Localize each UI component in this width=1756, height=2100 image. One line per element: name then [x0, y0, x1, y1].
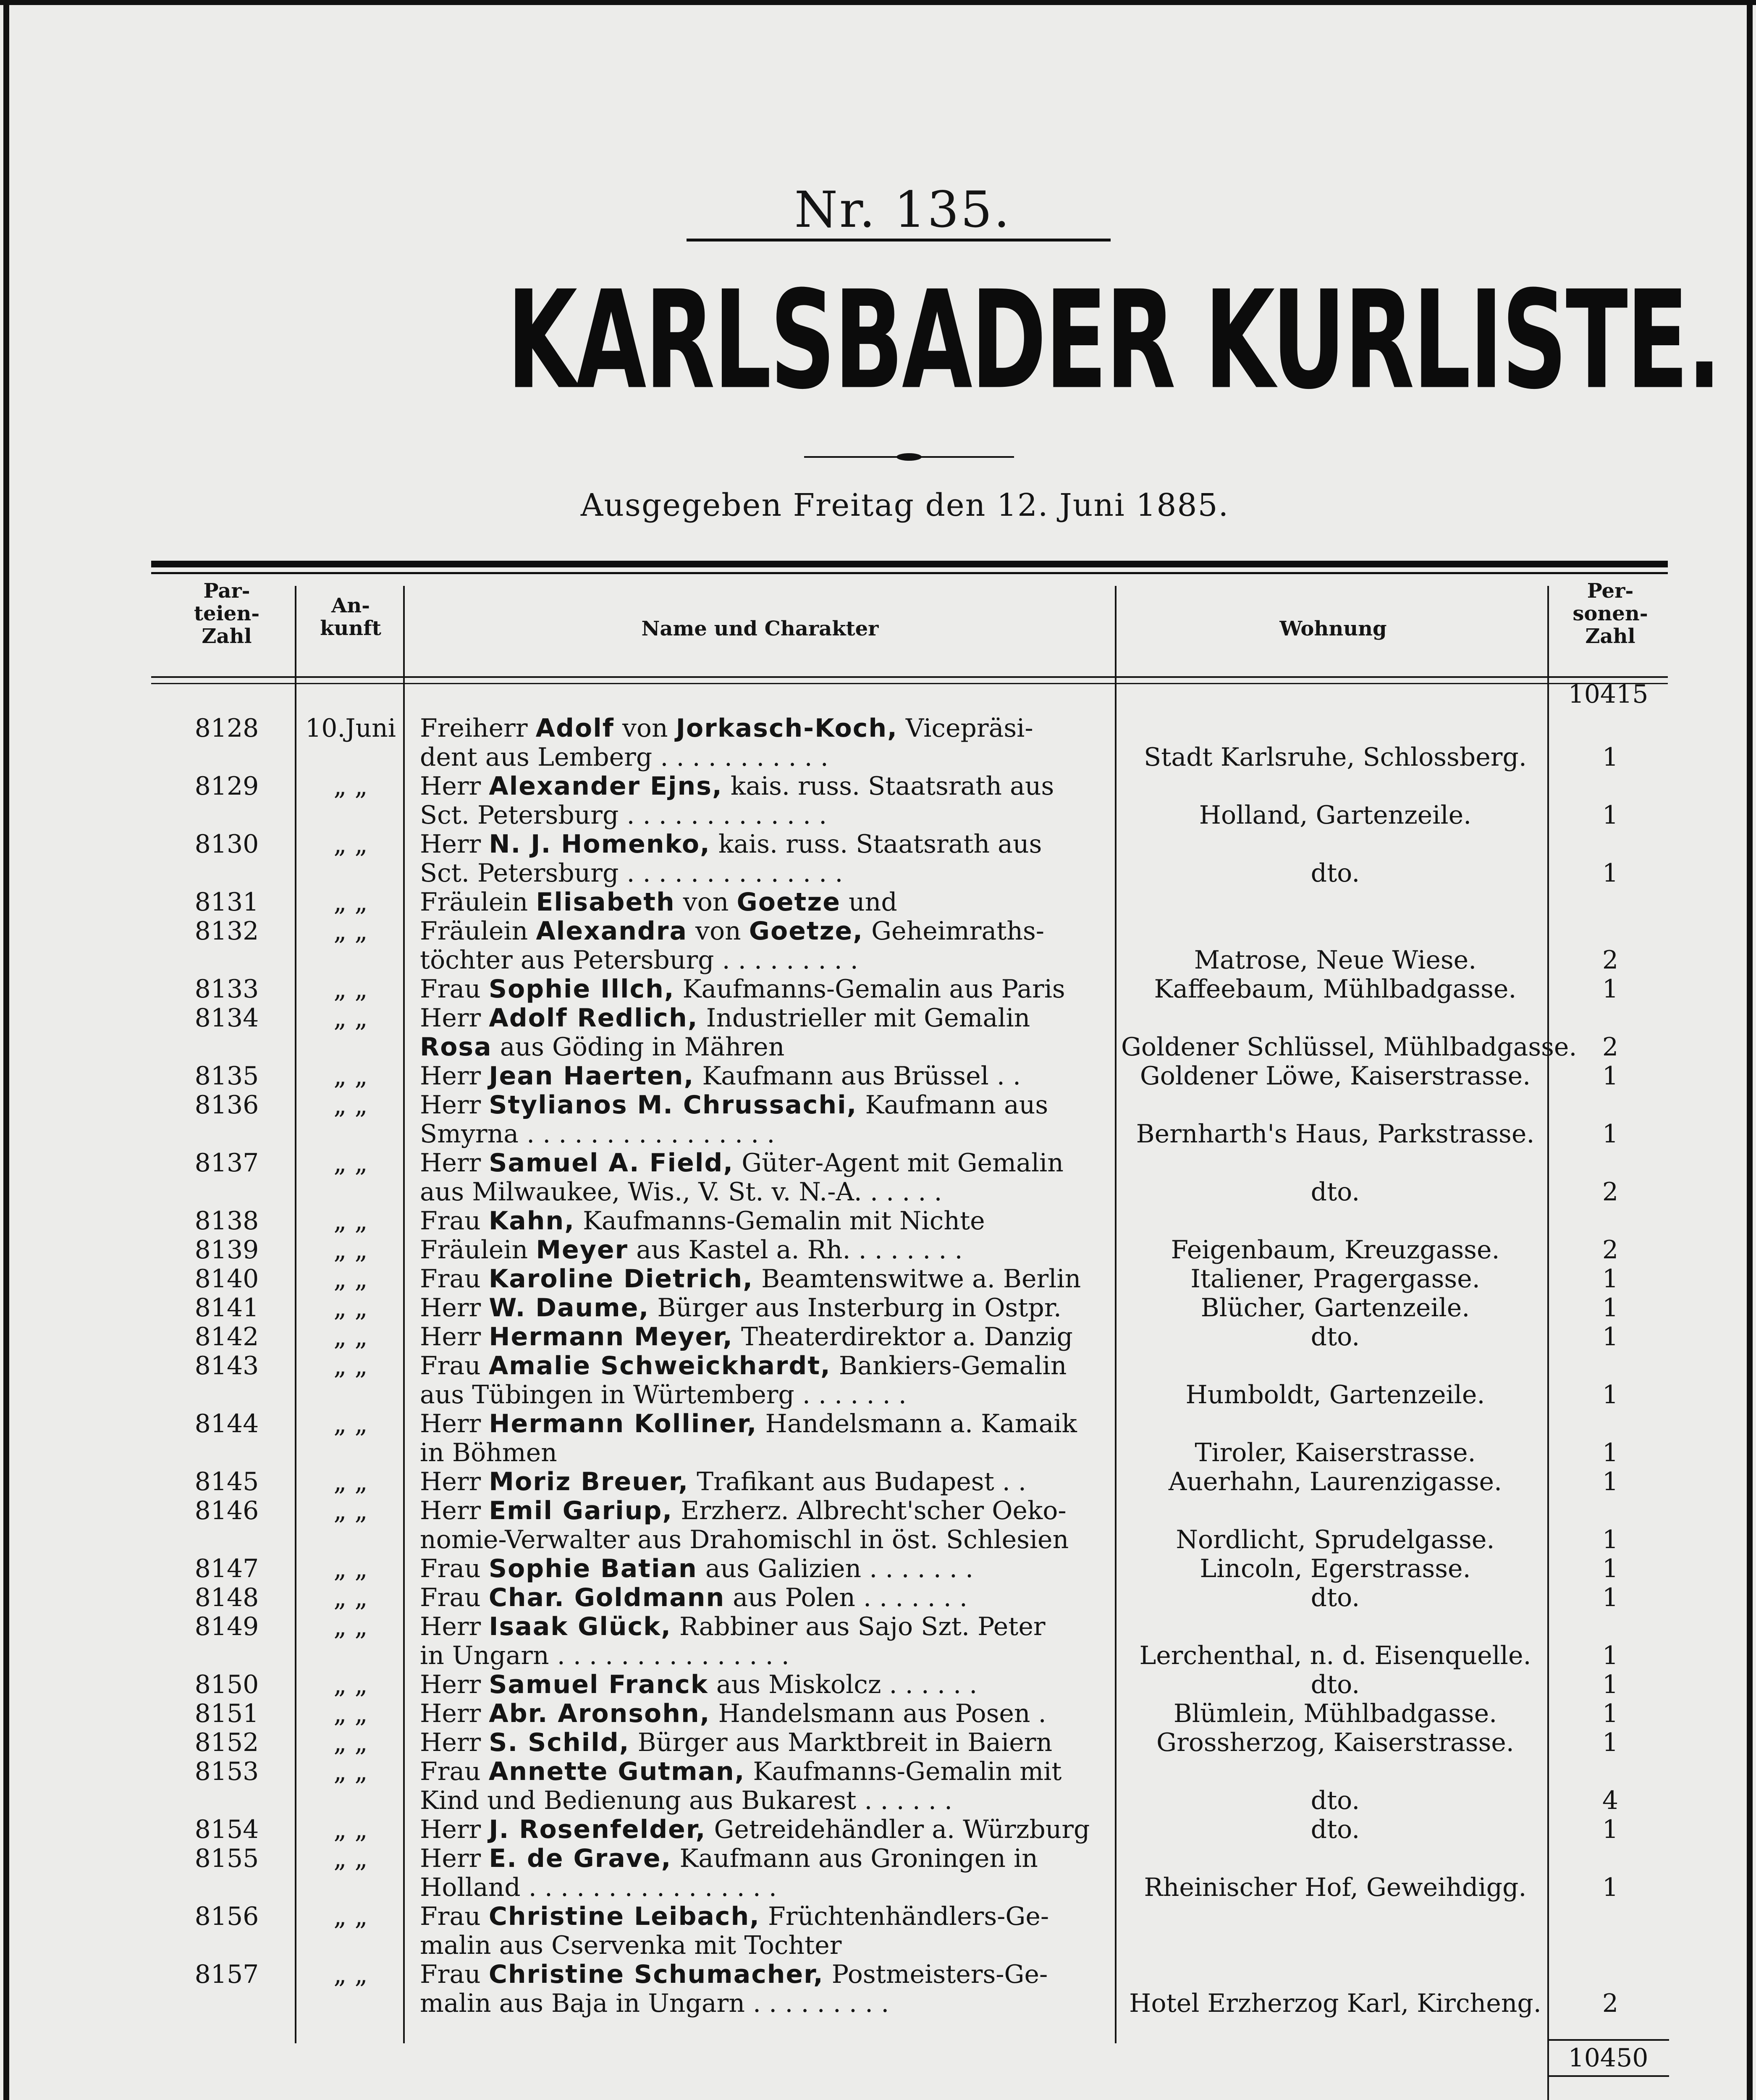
residence: Lerchenthal, n. d. Eisenquelle. — [1139, 1641, 1531, 1670]
party-number: 8152 — [194, 1728, 259, 1757]
table-row — [25, 1844, 1731, 1902]
arrival-date: „ „ — [333, 1235, 368, 1265]
name-line: Herr Abr. Aronsohn, Handelsmann aus Posen . — [420, 1699, 1046, 1728]
arrival-date: „ „ — [333, 1583, 368, 1612]
residence: Grossherzog, Kaiserstrasse. — [1156, 1728, 1514, 1757]
guest-name: Samuel Franck — [489, 1670, 708, 1699]
table-row — [25, 1728, 1731, 1757]
name-line: Fräulein Elisabeth von Goetze und — [420, 887, 897, 917]
arrival-date: „ „ — [333, 1264, 368, 1294]
arrival-date: „ „ — [333, 1351, 368, 1381]
table-row — [25, 1265, 1731, 1294]
person-count: 1 — [1602, 1699, 1619, 1728]
arrival-date: „ „ — [333, 1322, 368, 1352]
guest-name: Hermann Kolliner, — [489, 1409, 757, 1438]
guest-name: Samuel A. Field, — [489, 1148, 734, 1178]
table-row — [25, 917, 1731, 975]
party-number: 8131 — [194, 887, 259, 917]
page-border-left — [3, 0, 9, 2100]
guest-name: Goetze, — [749, 916, 864, 946]
name-line: Frau Karoline Dietrich, Beamtenswitwe a. Berlin — [420, 1264, 1081, 1294]
residence: Hotel Erzherzog Karl, Kircheng. — [1129, 1989, 1541, 2018]
table-row — [25, 772, 1731, 830]
arrival-date: „ „ — [333, 1728, 368, 1757]
header-name: Name und Charakter — [641, 617, 879, 640]
name-line: Herr Adolf Redlich, Industrieller mit Gemalin — [420, 1003, 1030, 1033]
residence: Matrose, Neue Wiese. — [1194, 945, 1477, 975]
header-ankunft-line2: kunft — [320, 617, 381, 640]
guest-name: Christine Leibach, — [488, 1902, 760, 1931]
table-row — [25, 1207, 1731, 1236]
residence: Goldener Löwe, Kaiserstrasse. — [1140, 1061, 1531, 1091]
guest-name: Hermann Meyer, — [489, 1322, 733, 1352]
guest-name: Goetze — [736, 887, 841, 917]
ornament-divider — [804, 449, 1014, 465]
name-line: Herr Jean Haerten, Kaufmann aus Brüssel . . — [420, 1061, 1021, 1091]
issue-date: Ausgegeben Freitag den 12. Juni 1885. — [580, 487, 1229, 523]
guest-name: Stylianos M. Chrussachi, — [489, 1090, 857, 1120]
residence: dto. — [1310, 1815, 1360, 1844]
header-parteien-line1: Par- — [203, 579, 250, 603]
party-number: 8132 — [194, 916, 259, 946]
issue-rule — [687, 239, 1111, 242]
party-number: 8156 — [194, 1902, 259, 1931]
arrival-date: „ „ — [333, 1148, 368, 1178]
residence: Blümlein, Mühlbadgasse. — [1173, 1699, 1497, 1728]
guest-name: Isaak Glück, — [489, 1612, 671, 1641]
name-line: Frau Char. Goldmann aus Polen . . . . . . . — [420, 1583, 967, 1612]
guest-name: Adolf Redlich, — [489, 1003, 698, 1033]
party-number: 8154 — [194, 1815, 259, 1844]
guest-name: S. Schild, — [489, 1728, 630, 1757]
person-count: 2 — [1602, 1177, 1619, 1207]
party-number: 8133 — [194, 974, 259, 1004]
table-row — [25, 1294, 1731, 1323]
party-number: 8145 — [194, 1467, 259, 1496]
person-count: 1 — [1602, 1873, 1619, 1902]
guest-name: Abr. Aronsohn, — [489, 1699, 710, 1728]
residence: Rheinischer Hof, Geweihdigg. — [1144, 1873, 1527, 1902]
arrival-date: „ „ — [333, 1612, 368, 1641]
person-count: 2 — [1602, 1235, 1619, 1265]
name-line: malin aus Cservenka mit Tochter — [420, 1931, 842, 1960]
guest-name: Alexander Ejns, — [489, 772, 723, 801]
residence: Blücher, Gartenzeile. — [1200, 1293, 1470, 1323]
name-line: Herr Samuel Franck aus Miskolcz . . . . . . — [420, 1670, 978, 1699]
person-count: 2 — [1602, 1989, 1619, 2018]
residence: Tiroler, Kaiserstrasse. — [1195, 1438, 1476, 1467]
party-number: 8144 — [194, 1409, 259, 1438]
name-line: Fräulein Alexandra von Goetze, Geheimraths- — [420, 916, 1045, 946]
table-row — [25, 1496, 1731, 1554]
residence: Nordlicht, Sprudelgasse. — [1176, 1525, 1495, 1554]
guest-name: Elisabeth — [536, 887, 675, 917]
arrival-date: „ „ — [333, 830, 368, 859]
person-count: 1 — [1602, 1264, 1619, 1294]
table-row — [25, 1004, 1731, 1062]
name-line: Holland . . . . . . . . . . . . . . . . — [420, 1873, 777, 1902]
arrival-date: „ „ — [333, 1003, 368, 1033]
arrival-date: „ „ — [333, 974, 368, 1004]
party-number: 8147 — [194, 1554, 259, 1583]
party-number: 8140 — [194, 1264, 259, 1294]
guest-name: Moriz Breuer, — [489, 1467, 689, 1496]
name-line: nomie-Verwalter aus Drahomischl in öst. Schlesien — [420, 1525, 1069, 1554]
name-line: Frau Sophie Illch, Kaufmanns-Gemalin aus Paris — [420, 974, 1065, 1004]
carry-over-total: 10415 — [1568, 680, 1649, 709]
arrival-date: „ „ — [333, 772, 368, 801]
guest-name: E. de Grave, — [489, 1844, 672, 1873]
table-row — [25, 1091, 1731, 1149]
guest-name: Alexandra — [536, 916, 687, 946]
final-total: 10450 — [1547, 2039, 1669, 2077]
arrival-date: „ „ — [333, 1496, 368, 1525]
name-line: aus Milwaukee, Wis., V. St. v. N.-A. . . . . . — [420, 1177, 942, 1207]
name-line: Frau Christine Leibach, Früchtenhändlers-Ge- — [420, 1902, 1049, 1931]
table-top-rule — [151, 561, 1668, 567]
name-line: Herr Moriz Breuer, Trafikant aus Budapest . . — [420, 1467, 1026, 1496]
arrival-date: „ „ — [333, 916, 368, 946]
residence: dto. — [1310, 1322, 1360, 1352]
person-count: 1 — [1602, 1728, 1619, 1757]
header-wohnung: Wohnung — [1279, 617, 1387, 640]
guest-name: W. Daume, — [489, 1293, 650, 1323]
person-count: 1 — [1602, 1119, 1619, 1149]
guest-name: Sophie Illch, — [488, 974, 675, 1004]
header-personen-line1: Per- — [1587, 579, 1634, 603]
arrival-date: „ „ — [333, 1757, 368, 1786]
table-row — [25, 714, 1731, 772]
residence: dto. — [1310, 1670, 1360, 1699]
table-row — [25, 1236, 1731, 1265]
name-line: Herr Isaak Glück, Rabbiner aus Sajo Szt. Peter — [420, 1612, 1046, 1641]
guest-name: Karoline Dietrich, — [488, 1264, 754, 1294]
person-count: 2 — [1602, 945, 1619, 975]
name-line: Frau Christine Schumacher, Postmeisters-Ge- — [420, 1960, 1048, 1989]
header-personen-line3: Zahl — [1585, 625, 1635, 648]
name-line: Herr S. Schild, Bürger aus Marktbreit in Baiern — [420, 1728, 1053, 1757]
party-number: 8139 — [194, 1235, 259, 1265]
party-number: 8135 — [194, 1061, 259, 1091]
party-number: 8134 — [194, 1003, 259, 1033]
table-row — [25, 1757, 1731, 1815]
arrival-date: „ „ — [333, 1554, 368, 1583]
residence: dto. — [1310, 1786, 1360, 1815]
name-line: malin aus Baja in Ungarn . . . . . . . . . — [420, 1989, 889, 2018]
table-row — [25, 1323, 1731, 1352]
guest-name: Emil Gariup, — [489, 1496, 673, 1525]
header-personen-line2: sonen- — [1573, 602, 1648, 625]
table-row — [25, 1410, 1731, 1467]
party-number: 8151 — [194, 1699, 259, 1728]
arrival-date: „ „ — [333, 1090, 368, 1120]
person-count: 1 — [1602, 1641, 1619, 1670]
guest-name: Jean Haerten, — [489, 1061, 695, 1091]
arrival-date: „ „ — [333, 1293, 368, 1323]
residence: Lincoln, Egerstrasse. — [1200, 1554, 1471, 1583]
party-number: 8149 — [194, 1612, 259, 1641]
name-line: aus Tübingen in Würtemberg . . . . . . . — [420, 1380, 907, 1410]
header-parteien-line3: Zahl — [202, 625, 252, 648]
issue-number: Nr. 135. — [794, 181, 1012, 239]
name-line: Frau Amalie Schweickhardt, Bankiers-Gemalin — [420, 1351, 1067, 1381]
arrival-date: „ „ — [333, 887, 368, 917]
party-number: 8155 — [194, 1844, 259, 1873]
name-line: Sct. Petersburg . . . . . . . . . . . . . . — [420, 858, 843, 888]
guest-name: N. J. Homenko, — [489, 830, 710, 859]
name-line: töchter aus Petersburg . . . . . . . . . — [420, 945, 858, 975]
table-row — [25, 1467, 1731, 1496]
name-line: Fräulein Meyer aus Kastel a. Rh. . . . . . . . — [420, 1235, 963, 1265]
table-top-rule-thin — [151, 572, 1668, 574]
masthead-title: KARLSBADER KURLISTE. — [507, 261, 1720, 419]
name-line: Herr Hermann Meyer, Theaterdirektor a. Danzig — [420, 1322, 1073, 1352]
party-number: 8157 — [194, 1960, 259, 1989]
arrival-date: „ „ — [333, 1902, 368, 1931]
person-count: 1 — [1602, 1322, 1619, 1352]
person-count: 1 — [1602, 1467, 1619, 1496]
guest-name: Kahn, — [488, 1206, 575, 1236]
person-count: 1 — [1602, 1670, 1619, 1699]
name-line: Herr Hermann Kolliner, Handelsmann a. Kamaik — [420, 1409, 1077, 1438]
name-line: Kind und Bedienung aus Bukarest . . . . . . — [420, 1786, 953, 1815]
table-row — [25, 1062, 1731, 1091]
name-line: Sct. Petersburg . . . . . . . . . . . . . — [420, 801, 827, 830]
arrival-date: „ „ — [333, 1467, 368, 1496]
name-line: Frau Kahn, Kaufmanns-Gemalin mit Nichte — [420, 1206, 985, 1236]
residence: Goldener Schlüssel, Mühlbadgasse. — [1121, 1032, 1577, 1062]
name-line: Herr Alexander Ejns, kais. russ. Staatsrath aus — [420, 772, 1054, 801]
table-row — [25, 888, 1731, 917]
header-personen — [1549, 580, 1671, 648]
table-row — [25, 1583, 1731, 1612]
person-count: 1 — [1602, 1061, 1619, 1091]
table-row — [25, 1960, 1731, 2018]
arrival-date: „ „ — [333, 1061, 368, 1091]
arrival-date: „ „ — [333, 1670, 368, 1699]
residence: Humboldt, Gartenzeile. — [1185, 1380, 1485, 1410]
table-row — [25, 1149, 1731, 1207]
person-count: 1 — [1602, 1554, 1619, 1583]
guest-name: Char. Goldmann — [488, 1583, 725, 1612]
name-line: Herr N. J. Homenko, kais. russ. Staatsrath aus — [420, 830, 1042, 859]
party-number: 8128 — [194, 714, 259, 743]
name-line: Herr W. Daume, Bürger aus Insterburg in Ostpr. — [420, 1293, 1061, 1323]
person-count: 1 — [1602, 1380, 1619, 1410]
person-count: 1 — [1602, 974, 1619, 1004]
table-row — [25, 975, 1731, 1004]
arrival-date: „ „ — [333, 1409, 368, 1438]
residence: Kaffeebaum, Mühlbadgasse. — [1154, 974, 1517, 1004]
arrival-date: „ „ — [333, 1206, 368, 1236]
table-row — [25, 1699, 1731, 1728]
party-number: 8153 — [194, 1757, 259, 1786]
name-line: Frau Annette Gutman, Kaufmanns-Gemalin mit — [420, 1757, 1062, 1786]
header-bottom-rule — [151, 676, 1668, 678]
person-count: 4 — [1602, 1786, 1619, 1815]
table-row — [25, 1352, 1731, 1410]
name-line: Herr J. Rosenfelder, Getreidehändler a. Würzburg — [420, 1815, 1090, 1844]
residence: Italiener, Pragergasse. — [1190, 1264, 1480, 1294]
name-line: Herr Stylianos M. Chrussachi, Kaufmann aus — [420, 1090, 1048, 1120]
table-row — [25, 1815, 1731, 1844]
person-count: 1 — [1602, 1438, 1619, 1467]
party-number: 8150 — [194, 1670, 259, 1699]
header-bottom-rule-thin — [151, 683, 1668, 684]
header-ankunft-line1: An- — [331, 594, 370, 617]
guest-name: Sophie Batian — [488, 1554, 697, 1583]
header-parteien-line2: teien- — [194, 602, 260, 625]
guest-name: Meyer — [536, 1235, 629, 1265]
party-number: 8130 — [194, 830, 259, 859]
arrival-date: „ „ — [333, 1815, 368, 1844]
party-number: 8143 — [194, 1351, 259, 1381]
residence: Feigenbaum, Kreuzgasse. — [1171, 1235, 1500, 1265]
party-number: 8142 — [194, 1322, 259, 1352]
person-count: 1 — [1602, 1293, 1619, 1323]
party-number: 8141 — [194, 1293, 259, 1323]
person-count: 1 — [1602, 1815, 1619, 1844]
residence: dto. — [1310, 858, 1360, 888]
arrival-date: „ „ — [333, 1960, 368, 1989]
name-line: Herr Emil Gariup, Erzherz. Albrecht'scher Oeko- — [420, 1496, 1067, 1525]
header-ankunft — [302, 594, 399, 640]
guest-name: Christine Schumacher, — [488, 1960, 824, 1989]
name-line: Smyrna . . . . . . . . . . . . . . . . — [420, 1119, 775, 1149]
table-row — [25, 1670, 1731, 1699]
name-line: Frau Sophie Batian aus Galizien . . . . . . . — [420, 1554, 974, 1583]
person-count: 1 — [1602, 1525, 1619, 1554]
name-line: in Ungarn . . . . . . . . . . . . . . . — [420, 1641, 789, 1670]
table-row — [25, 1902, 1731, 1960]
guest-name: Adolf — [535, 714, 614, 743]
residence: Stadt Karlsruhe, Schlossberg. — [1144, 743, 1527, 772]
table-row — [25, 830, 1731, 888]
table-row — [25, 1554, 1731, 1583]
person-count: 1 — [1602, 743, 1619, 772]
name-line: Herr E. de Grave, Kaufmann aus Groningen in — [420, 1844, 1038, 1873]
name-line: Freiherr Adolf von Jorkasch-Koch, Vicepräsi- — [420, 714, 1033, 743]
guest-name: J. Rosenfelder, — [489, 1815, 706, 1844]
residence: Bernharth's Haus, Parkstrasse. — [1136, 1119, 1535, 1149]
document-page — [25, 0, 1731, 2100]
page-border-right — [1747, 0, 1753, 2100]
residence: dto. — [1310, 1177, 1360, 1207]
residence: Holland, Gartenzeile. — [1199, 801, 1472, 830]
header-parteien — [160, 580, 294, 648]
person-count: 1 — [1602, 1583, 1619, 1612]
party-number: 8136 — [194, 1090, 259, 1120]
name-line: Herr Samuel A. Field, Güter-Agent mit Gemalin — [420, 1148, 1064, 1178]
guest-name: Amalie Schweickhardt, — [488, 1351, 831, 1381]
guest-name: Annette Gutman, — [488, 1757, 745, 1786]
party-number: 8129 — [194, 772, 259, 801]
guest-name: Jorkasch-Koch, — [676, 714, 898, 743]
name-line: Rosa aus Göding in Mähren — [420, 1032, 785, 1062]
party-number: 8138 — [194, 1206, 259, 1236]
arrival-date: 10.Juni — [305, 714, 396, 743]
party-number: 8137 — [194, 1148, 259, 1178]
person-count: 1 — [1602, 801, 1619, 830]
person-count: 1 — [1602, 858, 1619, 888]
arrival-date: „ „ — [333, 1699, 368, 1728]
party-number: 8148 — [194, 1583, 259, 1612]
guest-name: Rosa — [420, 1032, 492, 1062]
name-line: in Böhmen — [420, 1438, 557, 1467]
arrival-date: „ „ — [333, 1844, 368, 1873]
name-line: dent aus Lemberg . . . . . . . . . . . — [420, 743, 828, 772]
person-count: 2 — [1602, 1032, 1619, 1062]
residence: dto. — [1310, 1583, 1360, 1612]
party-number: 8146 — [194, 1496, 259, 1525]
residence: Auerhahn, Laurenzigasse. — [1168, 1467, 1502, 1496]
table-row — [25, 1612, 1731, 1670]
